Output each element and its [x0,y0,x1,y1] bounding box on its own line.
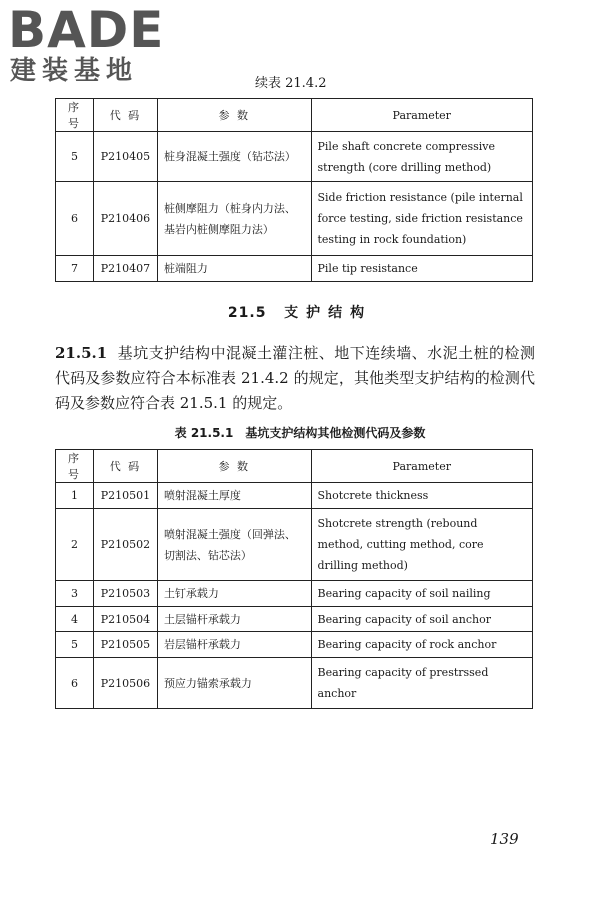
header-code: 代 码 [93,450,157,483]
table-row [56,632,533,658]
cell-parameter: Bearing capacity of soil anchor [311,607,532,632]
cell-param: 岩层锚杆承载力 [157,632,311,658]
table-row [56,483,533,509]
table-row [56,256,533,282]
header-param: 参 数 [157,450,311,483]
table-row [56,607,533,632]
header-code: 代 码 [93,99,157,132]
cell-no: 4 [56,607,94,632]
section-heading [0,302,600,322]
table-row [56,509,533,581]
table-row [56,658,533,709]
table-header-row [56,450,533,483]
cell-parameter: Pile shaft concrete compressive strength (core drilling method) [311,132,533,182]
cell-code: P210405 [93,132,157,182]
cell-code: P210502 [93,509,157,581]
cell-parameter: Bearing capacity of soil nailing [311,581,532,607]
section-title: 支护结构 [284,305,373,321]
cell-param: 桩侧摩阻力（桩身内力法、基岩内桩侧摩阻力法） [157,182,311,256]
cell-param: 喷射混凝土厚度 [157,483,311,509]
table-row [56,581,533,607]
table-row [56,182,533,256]
logo-subtitle: 建装基地 [10,56,139,86]
table-continuation-title: 续表 21.4.2 [255,76,327,91]
cell-code: P210503 [93,581,157,607]
header-parameter: Parameter [311,450,532,483]
clause-text: 基坑支护结构中混凝土灌注桩、地下连续墙、水泥土桩的检测代码及参数应符合本标准表 21.4.2 的规定，其他类型支护结构的检测代码及参数应符合表 21.5.1 的规定。 [55,344,535,412]
cell-param: 土层锚杆承载力 [157,607,311,632]
cell-code: P210407 [93,256,157,282]
cell-param: 预应力锚索承载力 [157,658,311,709]
table-21-5-1 [55,449,533,709]
cell-no: 1 [56,483,94,509]
table-21-4-2-continued [55,98,533,282]
cell-parameter: Bearing capacity of rock anchor [311,632,532,658]
cell-code: P210406 [93,182,157,256]
cell-param: 桩身混凝土强度（钻芯法） [157,132,311,182]
cell-param: 土钉承载力 [157,581,311,607]
cell-code: P210501 [93,483,157,509]
header-no: 序号 [56,99,94,132]
cell-parameter: Side friction resistance (pile internal force testing, side friction resistance testing in rock foundation) [311,182,533,256]
table-header-row [56,99,533,132]
section-number: 21.5 [227,305,267,321]
cell-no: 6 [56,182,94,256]
cell-parameter: Bearing capacity of prestrssed anchor [311,658,532,709]
cell-no: 2 [56,509,94,581]
bade-logo [8,1,178,90]
cell-parameter: Shotcrete strength (rebound method, cutting method, core drilling method) [311,509,532,581]
cell-param: 桩端阻力 [157,256,311,282]
header-param: 参 数 [157,99,311,132]
table-caption: 表 21.5.1 基坑支护结构其他检测代码及参数 [174,426,426,440]
cell-no: 6 [56,658,94,709]
table-row [56,132,533,182]
cell-parameter: Pile tip resistance [311,256,533,282]
cell-code: P210506 [93,658,157,709]
cell-no: 3 [56,581,94,607]
header-parameter: Parameter [311,99,533,132]
cell-code: P210504 [93,607,157,632]
header-no: 序号 [56,450,94,483]
cell-no: 5 [56,632,94,658]
cell-no: 7 [56,256,94,282]
clause-paragraph [55,341,535,416]
cell-parameter: Shotcrete thickness [311,483,532,509]
page-number: 139 [490,830,519,848]
cell-code: P210505 [93,632,157,658]
clause-number: 21.5.1 [55,344,108,362]
cell-no: 5 [56,132,94,182]
cell-param: 喷射混凝土强度（回弹法、切割法、钻芯法） [157,509,311,581]
logo-wordmark: BADE [8,1,165,59]
